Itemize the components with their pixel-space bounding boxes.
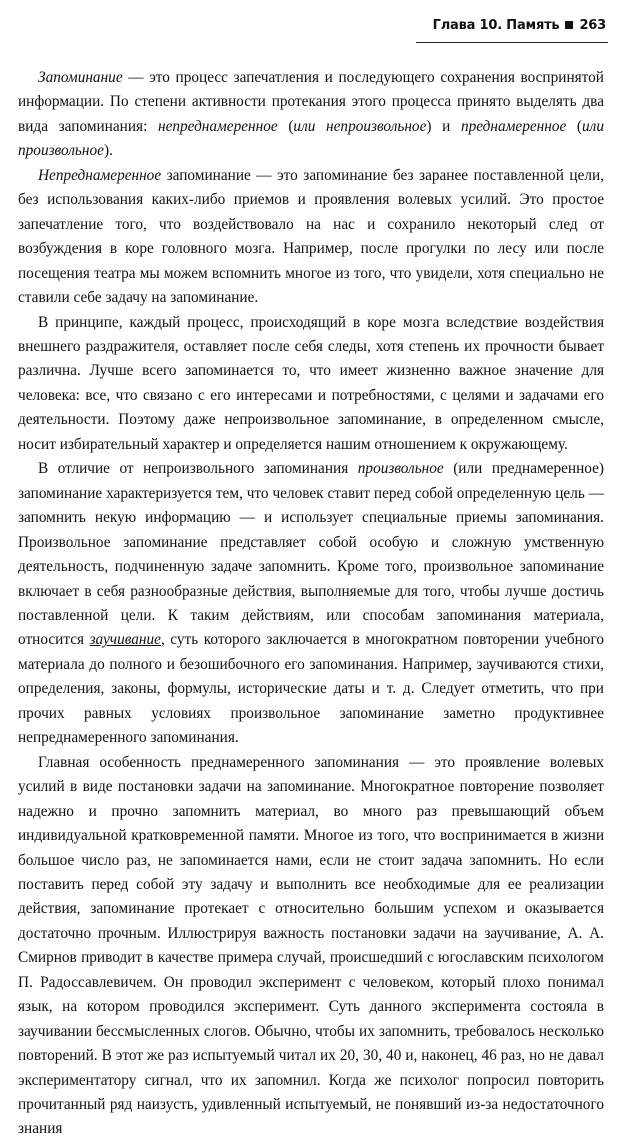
square-bullet-icon (565, 21, 573, 29)
term-voluntary: произвольное (357, 460, 444, 478)
header-rule (416, 42, 608, 43)
term-unintentional: непреднамеренное (157, 117, 278, 135)
page-number: 263 (579, 17, 606, 33)
paragraph-3: В принципе, каждый процесс, происходящий в коре мозга вследствие воздействия внешнего раздражителя, оставляет после себя следы, хотя степень их прочности бывает различна. Лучше всего запоминается то, что имеет жизненно важное значение для человека: все, что связано с его интересами и потребностями, с целями и задачами его деятельности. Поэтому даже непроизвольное запоминание, в определенном смысле, носит избирательный характер и определяется нашим отношением к окружающему. (18, 313, 604, 453)
paragraph-4: В отличие от непроизвольного запоминания произвольное (или преднамеренное) запоминание характеризуется тем, что человек ставит перед собой определенную цель — запомнить некую информацию — и использует специальные приемы запоминания. Произвольное запоминание представляет собой особую и сложную умственную деятельность, подчиненную задаче запомнить. Кроме того, произвольное запоминание включает в себя разнообразные действия, выполняемые для того, чтобы лучше достичь поставленной цели. К таким действиям, или способам запоминания материала, относится заучивание, суть которого заключается в многократном повторении учебного материала до полного и безошибочного его запоминания. Например, заучиваются стихи, определения, законы, формулы, исторические даты и т. д. Следует отметить, что при прочих равных условиях произвольное запоминание заметно продуктивнее непреднамеренного запоминания. (18, 460, 604, 747)
body-text (18, 66, 604, 1142)
term-intentional: преднамеренное (460, 117, 567, 135)
chapter-title: Глава 10. Память (432, 17, 560, 33)
paragraph-1: Запоминание — это процесс запечатления и последующего сохранения воспринятой информации. По степени активности протекания этого процесса принято выделять два вида запоминания: непреднамеренное (или непроизвольное) и преднамеренное (или произвольное). (18, 69, 604, 160)
term-memorization: Запоминание (38, 69, 123, 86)
term-rote-learning: заучивание (89, 631, 161, 649)
paragraph-2: Непреднамеренное запоминание — это запоминание без заранее поставленной цели, без использования каких-либо приемов и проявления волевых усилий. Это простое запечатление того, что воздействовало на нас и сохранило некоторый след от возбуждения в коре головного мозга. Например, после прогулки по лесу или после посещения театра мы можем вспомнить многое из того, что увидели, хотя специально не ставили себе задачу на запоминание. (18, 166, 604, 307)
running-header (0, 14, 606, 36)
paragraph-5: Главная особенность преднамеренного запоминания — это проявление волевых усилий в виде постановки задачи на запоминание. Многократное повторение позволяет надежно и прочно запомнить материал, во много раз превышающий объем индивидуальной кратковременной памяти. Многое из того, что воспринимается в жизни большое число раз, не запоминается нами, если не стоит задача запомнить. Но если поставить перед собой эту задачу и выполнить все необходимые для ее реализации действия, запоминание протекает с относительно большим успехом и оказывается достаточно прочным. Иллюстрируя важность постановки задачи на заучивание, А. А. Смирнов приводит в качестве примера случай, происшедший с югославским психологом П. Радоссавлевичем. Он проводил эксперимент с человеком, который плохо понимал язык, на котором проводился эксперимент. Суть данного эксперимента состояла в заучивании бессмысленных слогов. Обычно, чтобы их запомнить, требовалось несколько повторений. В этот же раз испытуемый читал их 20, 30, 40 и, наконец, 46 раз, но не давал экспериментатору сигнал, что их запомнил. Когда же психолог попросил повторить прочитанный ряд наизусть, удивленный испытуемый, не понявший из-за недостаточного знания (18, 753, 604, 1138)
